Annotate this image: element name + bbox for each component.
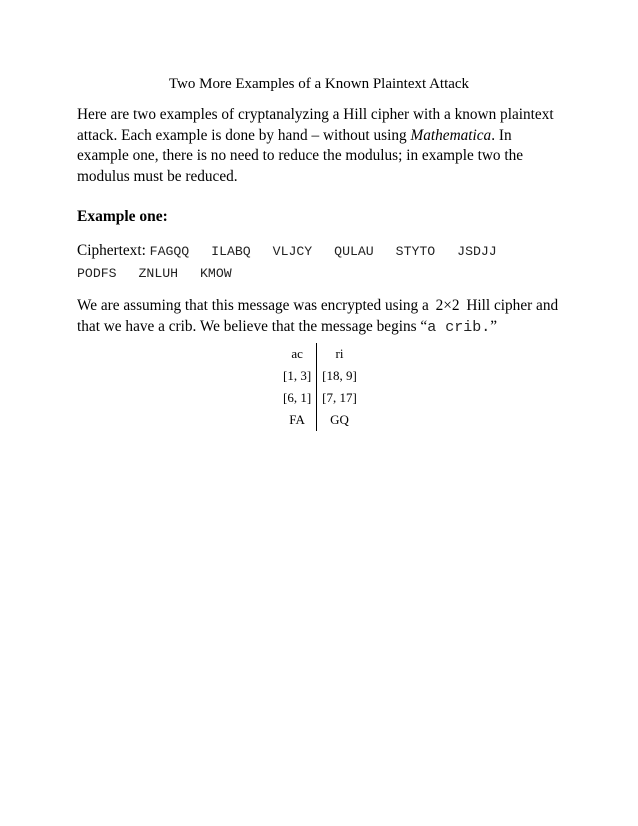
table-cell: [7, 17] [322, 390, 357, 405]
ciphertext-group: QULAU [334, 244, 374, 259]
intro-emphasis: Mathematica [410, 126, 492, 144]
table-cell: [6, 1] [278, 387, 317, 409]
ciphertext-group: STYTO [395, 244, 436, 259]
assumption-text-1: We are assuming that this message was encrypted using a [77, 297, 429, 314]
crib-text: a crib. [427, 318, 491, 336]
crib-table [278, 343, 362, 431]
ciphertext-group: ZNLUH [138, 265, 179, 281]
ciphertext-line [77, 241, 567, 284]
ciphertext-group: JSDJJ [457, 244, 497, 259]
table-row [278, 387, 362, 409]
table-cell: GQ [330, 412, 349, 427]
table-cell: ri [335, 346, 344, 361]
assumption-text-3: ” [490, 317, 497, 335]
example-one-heading: Example one: [77, 208, 168, 225]
table-cell: FA [278, 409, 317, 431]
ciphertext-label: Ciphertext: [77, 242, 146, 259]
ciphertext-group: ILABQ [211, 244, 251, 259]
intro-text-1: Here are two examples of cryptanalyzing a Hill cipher with a known plaintext attack. Each example is done by hand – without using [77, 106, 554, 144]
table-row [278, 343, 362, 365]
table-cell: [18, 9] [322, 368, 357, 383]
ciphertext-group: KMOW [200, 265, 232, 281]
ciphertext-group: FAGQQ [149, 244, 190, 259]
assumption-text-2: Hill cipher and that we have a crib. We believe that the message begins “ [77, 297, 559, 335]
intro-paragraph [77, 105, 567, 187]
table-row [278, 409, 362, 431]
ciphertext-group: VLJCY [272, 244, 313, 259]
document-title: Two More Examples of a Known Plaintext Attack [168, 76, 470, 92]
intro-text-2: . In example one, there is no need to reduce the modulus; in example two the modulus must be reduced. [77, 126, 524, 185]
ciphertext-group: PODFS [77, 265, 117, 281]
matrix-size: 2×2 [435, 297, 460, 314]
assumption-paragraph [77, 296, 577, 338]
table-cell: [1, 3] [278, 365, 317, 387]
table-cell: ac [278, 343, 317, 365]
table-row [278, 365, 362, 387]
